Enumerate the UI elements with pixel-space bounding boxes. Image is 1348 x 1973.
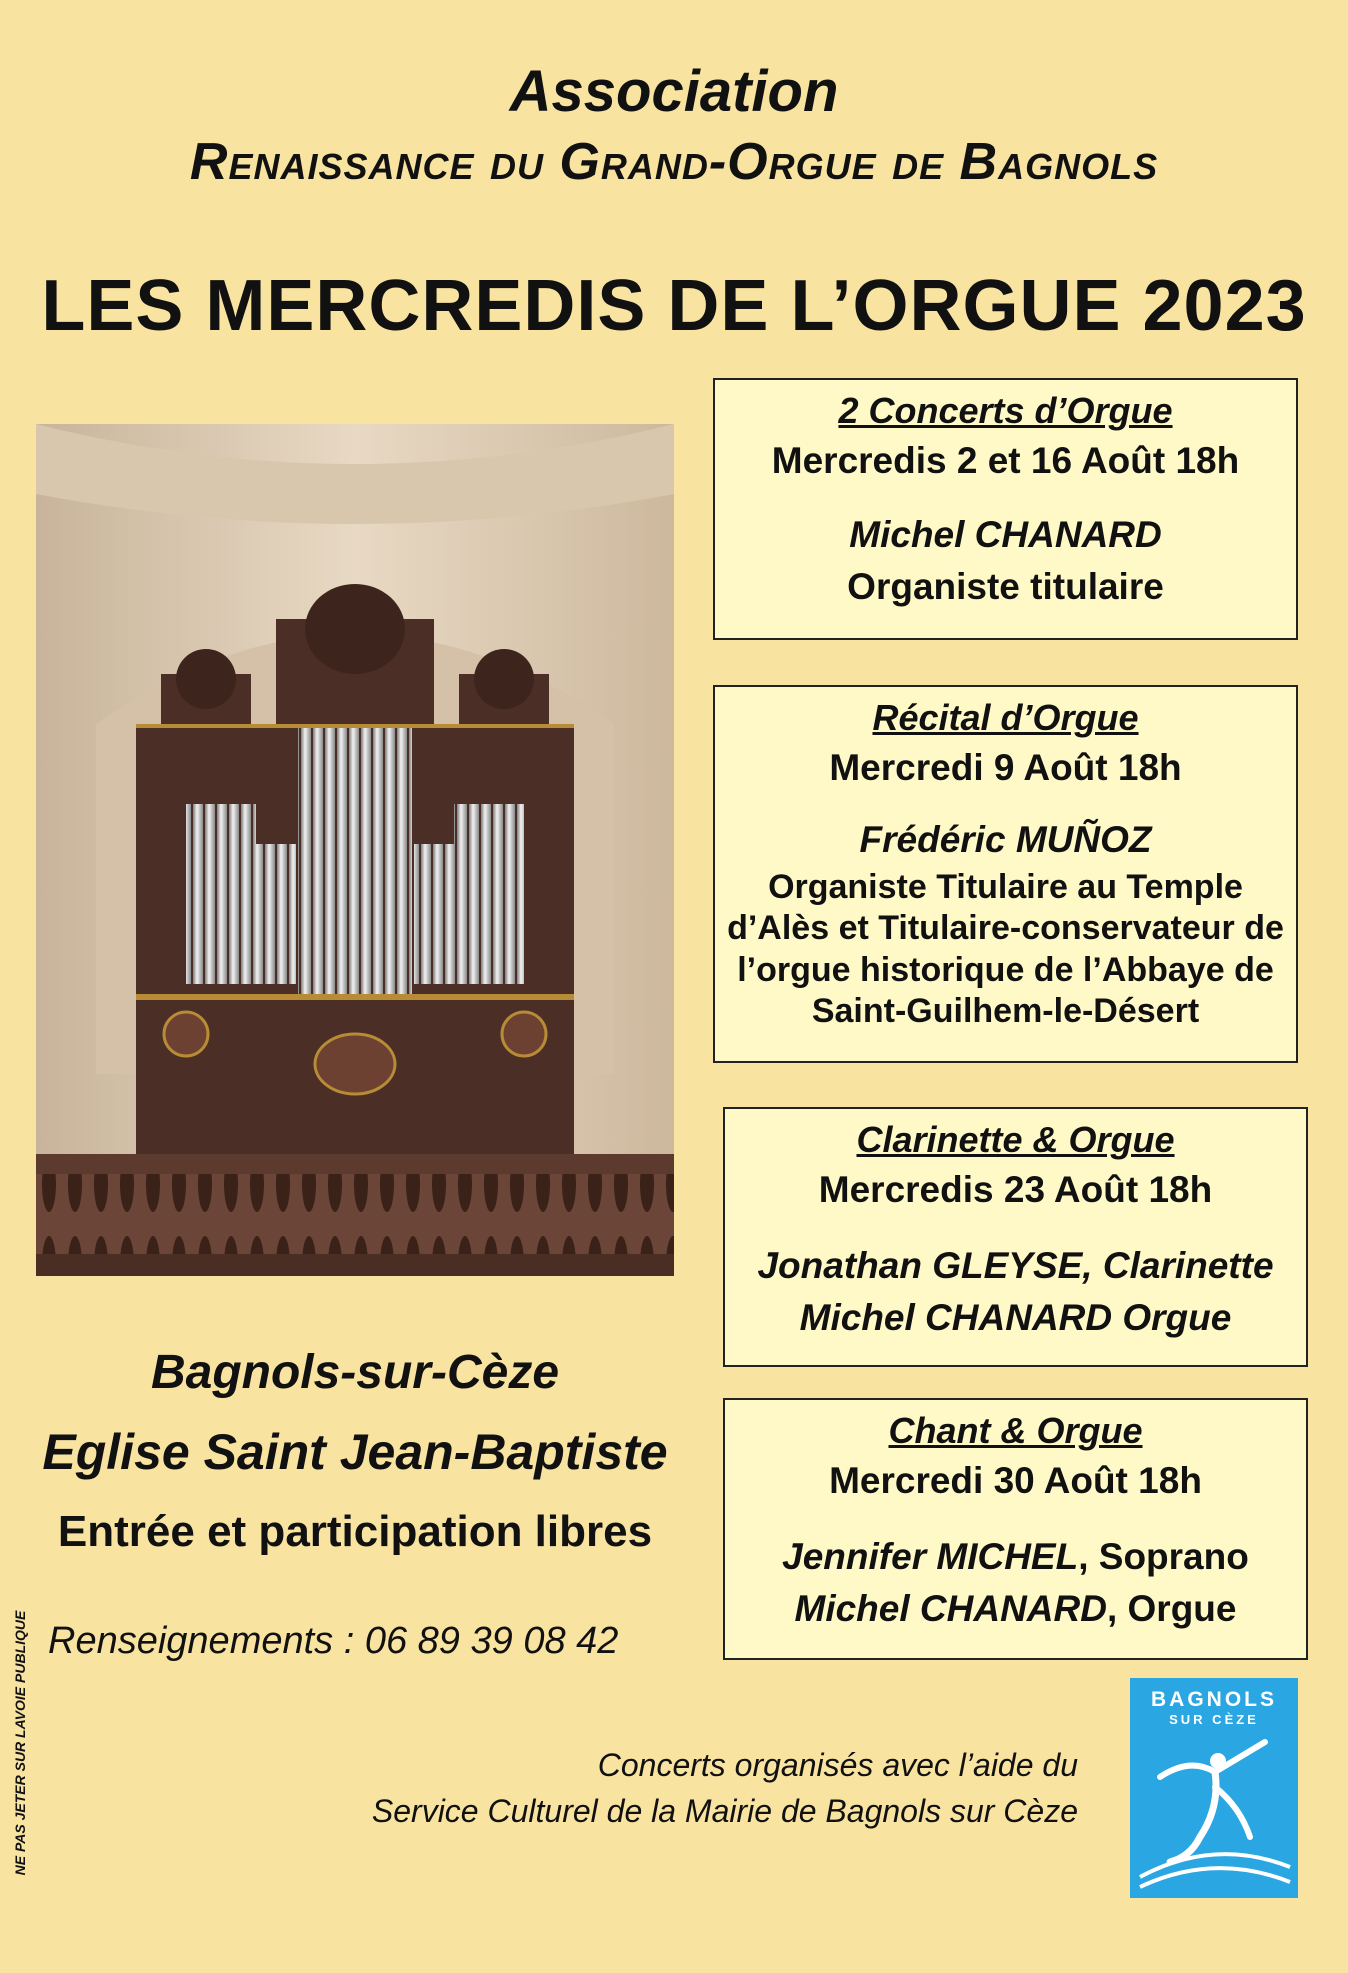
- venue-church: Eglise Saint Jean-Baptiste: [42, 1424, 668, 1480]
- dancer-icon: [1130, 1727, 1298, 1897]
- event-date: Mercredis 23 Août 18h: [818, 1169, 1213, 1210]
- event-performer: Jonathan GLEYSE, Clarinette: [757, 1245, 1274, 1286]
- info-phone: Renseignements : 06 89 39 08 42: [48, 1620, 619, 1662]
- event-heading: 2 Concerts d’Orgue: [838, 390, 1173, 431]
- event-performer-role-line: Organiste Titulaire au Temple: [768, 868, 1243, 906]
- event-date: Mercredi 30 Août 18h: [829, 1460, 1202, 1501]
- event-card: [713, 378, 1298, 640]
- event-performer-role-line: d’Alès et Titulaire-conservateur de: [727, 909, 1284, 948]
- venue-entry: Entrée et participation libres: [57, 1507, 653, 1556]
- performer-name: Michel CHANARD: [794, 1588, 1107, 1629]
- event-date: Mercredis 2 et 16 Août 18h: [771, 440, 1240, 481]
- association-label: Association: [509, 59, 839, 124]
- event-card: [723, 1398, 1308, 1660]
- event-card: [723, 1107, 1308, 1367]
- credit-line: Concerts organisés avec l’aide du: [597, 1747, 1078, 1783]
- association-name: Renaissance du Grand-Orgue de Bagnols: [189, 133, 1159, 191]
- event-performer: [725, 1536, 1306, 1578]
- event-performer-role-line: Saint-Guilhem-le-Désert: [811, 992, 1200, 1031]
- event-performer: Michel CHANARD: [849, 514, 1162, 555]
- event-performer-role: Organiste titulaire: [847, 566, 1164, 607]
- performer-role: , Orgue: [1106, 1588, 1237, 1629]
- event-heading: Chant & Orgue: [888, 1410, 1143, 1451]
- organ-photo: [36, 424, 674, 1276]
- performer-role: , Soprano: [1078, 1536, 1249, 1577]
- logo-title: BAGNOLS: [1151, 1688, 1277, 1711]
- event-card: [713, 685, 1298, 1063]
- performer-name: Jennifer MICHEL: [782, 1536, 1079, 1577]
- event-performer: Frédéric MUÑOZ: [859, 819, 1152, 860]
- event-heading: Récital d’Orgue: [872, 697, 1139, 738]
- event-date: Mercredi 9 Août 18h: [829, 747, 1182, 788]
- page-title: LES MERCREDIS DE L’ORGUE 2023: [41, 266, 1307, 346]
- side-note: NE PAS JETER SUR LAVOIE PUBLIQUE: [12, 1610, 28, 1876]
- logo-subtitle: SUR CÈZE: [1169, 1712, 1259, 1727]
- town-logo: [1130, 1678, 1298, 1898]
- event-performer-role-line: l’orgue historique de l’Abbaye de: [737, 950, 1274, 989]
- event-performer: [725, 1588, 1306, 1630]
- credit-line: Service Culturel de la Mairie de Bagnols sur Cèze: [371, 1793, 1078, 1829]
- venue-town: Bagnols-sur-Cèze: [150, 1346, 560, 1399]
- event-performer: Michel CHANARD Orgue: [799, 1297, 1232, 1338]
- event-heading: Clarinette & Orgue: [856, 1119, 1175, 1160]
